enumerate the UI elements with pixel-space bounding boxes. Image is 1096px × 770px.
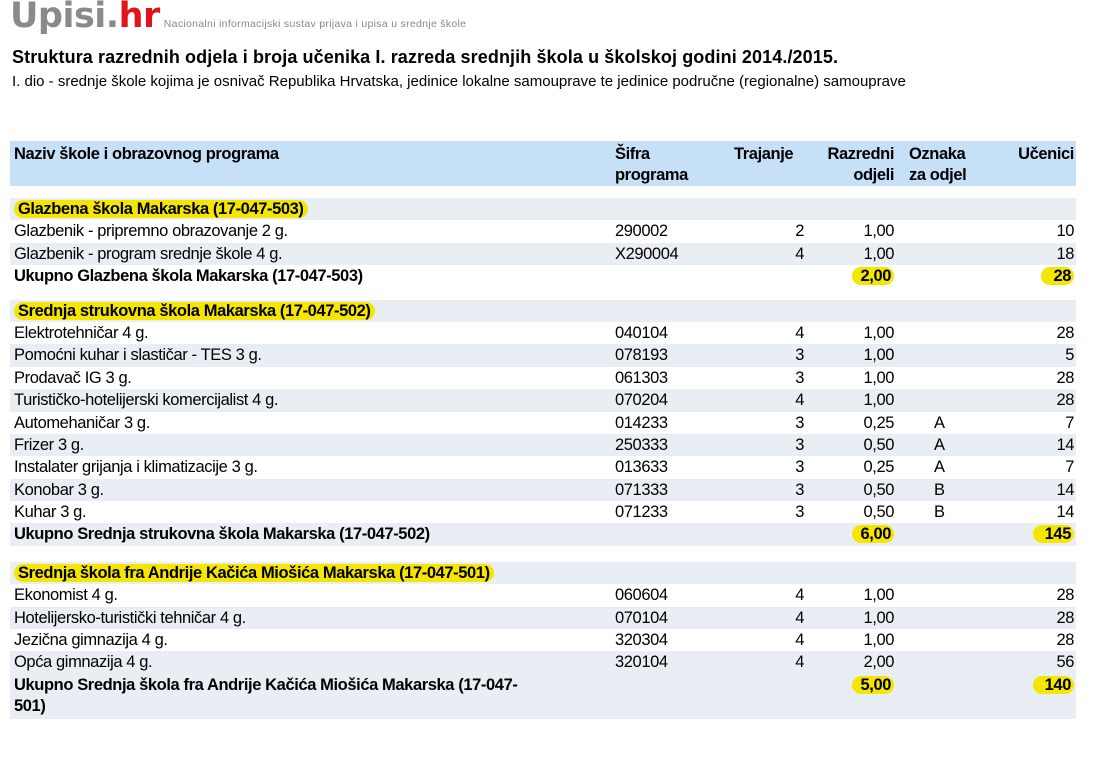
school-total-row: Ukupno Glazbena škola Makarska (17-047-503) 2,00 28	[10, 265, 1076, 287]
table-row: Hotelijersko-turistički tehničar 4 g. 070104 4 1,00 28	[10, 607, 1076, 629]
page-title: Struktura razrednih odjela i broja učenika I. razreda srednjih škola u školskoj godini 2014./2015.	[12, 47, 839, 67]
school-heading: Srednja škola fra Andrije Kačića Miošića Makarska (17-047-501)	[10, 562, 1076, 584]
col-header-name: Naziv škole i obrazovnog programa	[14, 145, 279, 163]
table-row: Jezična gimnazija 4 g. 320304 4 1,00 28	[14, 631, 1074, 650]
col-header-students: Učenici	[1018, 145, 1074, 163]
table-row: Kuhar 3 g. 071233 3 0,50 B 14	[14, 503, 1074, 522]
table-row: Elektrotehničar 4 g. 040104 4 1,00 28	[14, 323, 1074, 342]
table-row: Turističko-hotelijerski komercijalist 4 g. 070204 4 1,00 28	[10, 389, 1076, 411]
col-header-duration: Trajanje	[734, 145, 794, 163]
table-row: Prodavač IG 3 g. 061303 3 1,00 28	[14, 368, 1074, 387]
table-row: Automehaničar 3 g. 014233 3 0,25 A 7	[14, 413, 1074, 432]
col-header-code: Šifra programa	[615, 145, 688, 184]
site-header	[10, 0, 466, 40]
page-subtitle: I. dio - srednje škole kojima je osnivač Republika Hrvatska, jedinice lokalne samouprave te jedinice područne (regionalne) samouprave	[12, 73, 906, 90]
table-row: Konobar 3 g. 071333 3 0,50 B 14	[10, 479, 1076, 501]
school-total-row: Ukupno Srednja strukovna škola Makarska (17-047-502) 6,00 145	[10, 523, 1076, 545]
table-header	[10, 141, 1076, 186]
school-heading: Glazbena škola Makarska (17-047-503)	[10, 198, 1076, 220]
table-row: Pomoćni kuhar i slastičar - TES 3 g. 078193 3 1,00 5	[10, 344, 1076, 366]
col-header-mark: Oznaka za odjel	[909, 145, 967, 184]
table-row: Glazbenik - pripremno obrazovanje 2 g. 290002 2 1,00 10	[14, 222, 1074, 241]
table-row: Frizer 3 g. 250333 3 0,50 A 14	[10, 434, 1076, 456]
table-row: Instalater grijanja i klimatizacije 3 g. 013633 3 0,25 A 7	[14, 458, 1074, 477]
table-row: Ekonomist 4 g. 060604 4 1,00 28	[14, 586, 1074, 605]
table-row: Glazbenik - program srednje škole 4 g. X290004 4 1,00 18	[10, 243, 1076, 265]
site-tagline: Nacionalni informacijski sustav prijava i upisa u srednje škole	[163, 18, 467, 30]
school-heading: Srednja strukovna škola Makarska (17-047-502)	[10, 300, 1076, 322]
schools-table	[10, 141, 1076, 719]
school-total-row: Ukupno Srednja škola fra Andrije Kačića Miošića Makarska (17-047- 501) 5,00 140	[10, 674, 1076, 719]
table-row: Opća gimnazija 4 g. 320104 4 2,00 56	[10, 651, 1076, 673]
col-header-classes: Razredni odjeli	[827, 145, 894, 184]
site-logo[interactable]: Upisi.hr	[10, 0, 160, 36]
